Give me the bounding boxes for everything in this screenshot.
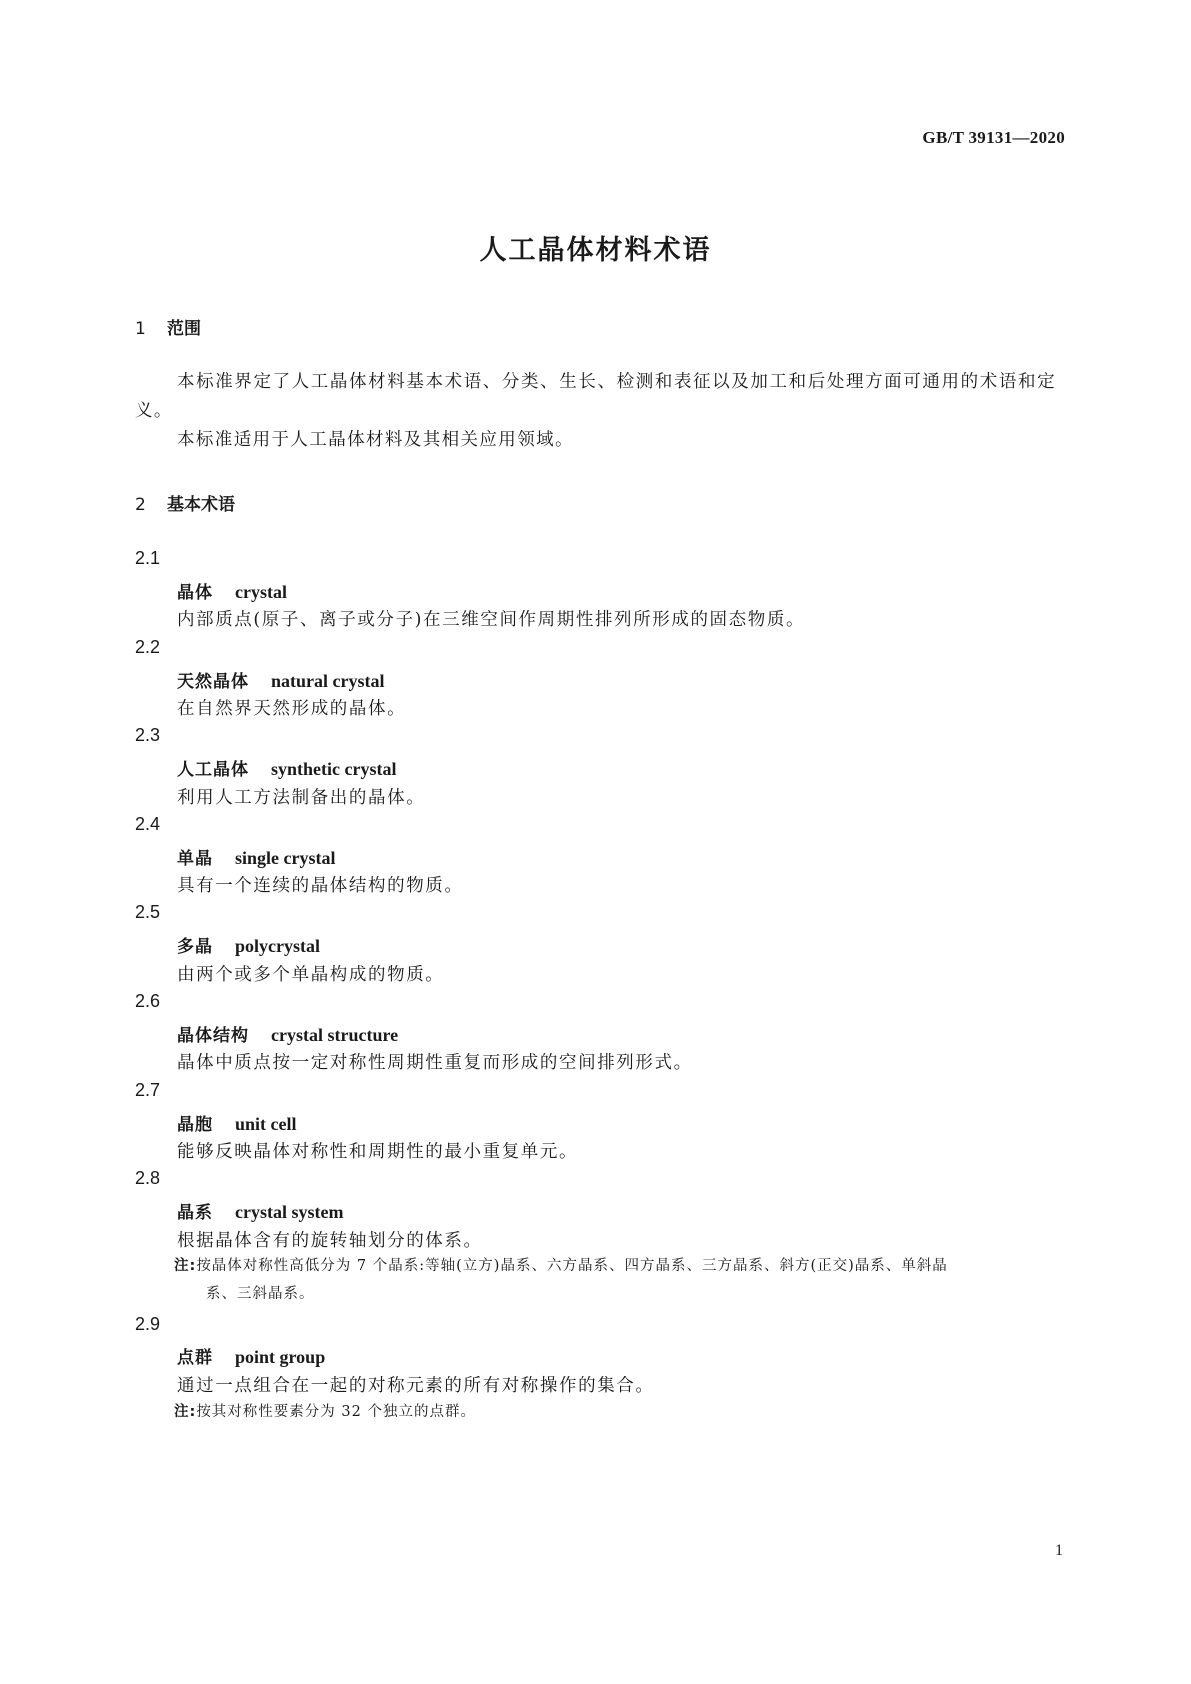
section-heading-scope — [135, 314, 201, 339]
term-zh: 晶体 — [177, 583, 213, 603]
term-zh: 晶系 — [177, 1203, 213, 1223]
term-definition: 由两个或多个单晶构成的物质。 — [177, 965, 445, 985]
term-definition: 利用人工方法制备出的晶体。 — [177, 788, 426, 808]
section-number: 2 — [135, 495, 146, 515]
term-definition: 内部质点(原子、离子或分子)在三维空间作周期性排列所形成的固态物质。 — [177, 610, 806, 630]
term-en: single crystal — [235, 848, 336, 868]
document-title: 人工晶体材料术语 — [479, 235, 712, 266]
term-name — [177, 755, 396, 780]
section-title: 范围 — [167, 319, 201, 339]
term-zh: 点群 — [177, 1348, 213, 1368]
page-number: 1 — [1055, 1542, 1063, 1559]
note-label: 注: — [174, 1404, 197, 1420]
term-number: 2.1 — [135, 548, 161, 568]
term-definition: 通过一点组合在一起的对称元素的所有对称操作的集合。 — [177, 1376, 655, 1396]
term-number: 2.5 — [135, 902, 161, 922]
term-number: 2.4 — [135, 814, 161, 834]
standard-code: GB/T 39131—2020 — [922, 128, 1065, 147]
term-number: 2.7 — [135, 1080, 161, 1100]
term-en: crystal — [235, 582, 287, 602]
term-en: crystal system — [235, 1202, 344, 1222]
term-zh: 天然晶体 — [177, 672, 249, 692]
term-note — [174, 1398, 1060, 1426]
term-name — [177, 1110, 297, 1135]
term-number: 2.3 — [135, 725, 161, 745]
term-en: unit cell — [235, 1114, 297, 1134]
term-definition: 根据晶体含有的旋转轴划分的体系。 — [177, 1231, 483, 1251]
term-name — [177, 578, 287, 603]
section-number: 1 — [135, 319, 146, 339]
term-en: polycrystal — [235, 936, 320, 956]
term-en: point group — [235, 1347, 326, 1367]
scope-paragraph-2: 本标准适用于人工晶体材料及其相关应用领域。 — [177, 430, 574, 450]
note-text: 按其对称性要素分为 32 个独立的点群。 — [196, 1404, 476, 1420]
note-text-continued: 系、三斜晶系。 — [206, 1286, 315, 1302]
term-zh: 人工晶体 — [177, 760, 249, 780]
term-name — [177, 1198, 343, 1223]
term-name — [177, 1021, 398, 1046]
term-definition: 在自然界天然形成的晶体。 — [177, 699, 407, 719]
section-title: 基本术语 — [167, 495, 235, 515]
term-number: 2.2 — [135, 637, 161, 657]
term-name — [177, 667, 384, 692]
term-definition: 具有一个连续的晶体结构的物质。 — [177, 876, 464, 896]
term-zh: 晶胞 — [177, 1115, 213, 1135]
scope-paragraph-1: 本标准界定了人工晶体材料基本术语、分类、生长、检测和表征以及加工和后处理方面可通用的术语和定义。 — [135, 372, 1056, 421]
term-definition: 晶体中质点按一定对称性周期性重复而形成的空间排列形式。 — [177, 1053, 693, 1073]
term-name — [177, 1343, 325, 1368]
note-label: 注: — [174, 1258, 197, 1274]
term-number: 2.9 — [135, 1314, 161, 1334]
term-name — [177, 932, 320, 957]
term-zh: 多晶 — [177, 937, 213, 957]
term-en: natural crystal — [271, 671, 385, 691]
term-name — [177, 844, 336, 869]
section-heading-basic-terms — [135, 490, 235, 515]
term-number: 2.8 — [135, 1168, 161, 1188]
term-number: 2.6 — [135, 991, 161, 1011]
term-note — [174, 1252, 1060, 1308]
term-definition: 能够反映晶体对称性和周期性的最小重复单元。 — [177, 1142, 579, 1162]
term-zh: 单晶 — [177, 849, 213, 869]
term-zh: 晶体结构 — [177, 1026, 249, 1046]
term-en: synthetic crystal — [271, 759, 397, 779]
note-text: 按晶体对称性高低分为 7 个晶系:等轴(立方)晶系、六方晶系、四方晶系、三方晶系、斜方(正交)晶系、单斜晶 — [196, 1258, 948, 1274]
term-en: crystal structure — [271, 1025, 399, 1045]
